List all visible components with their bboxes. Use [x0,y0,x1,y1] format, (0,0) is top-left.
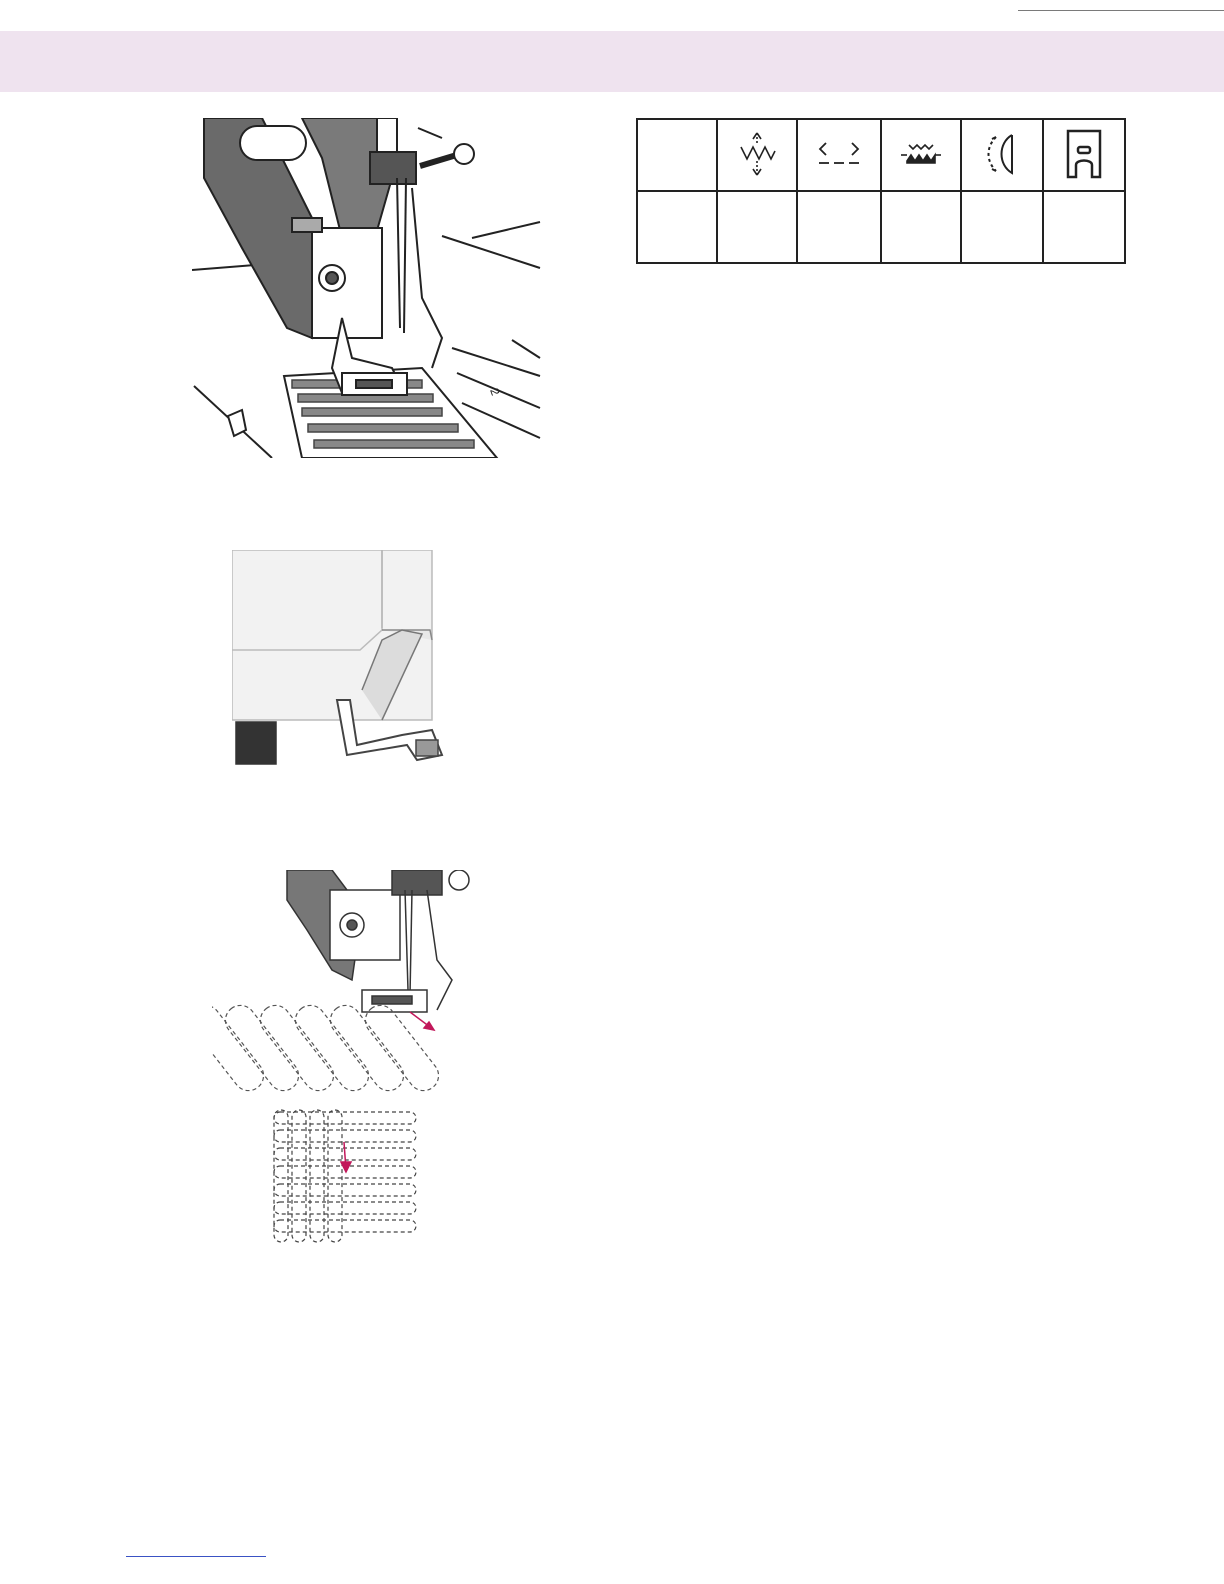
presser-foot-pressure-header-cell [961,119,1043,191]
stitch-width-icon [737,129,777,179]
label-value-cell [637,191,717,263]
thread-tension-icon [899,139,943,169]
stitch-width-value-cell [717,191,797,263]
presser-foot-illustration [192,118,542,458]
settings-value-row [637,191,1125,263]
top-rule [1018,10,1224,11]
stitch-settings-table [636,118,1126,264]
presser-foot-pressure-icon [982,129,1022,179]
thread-tension-header-cell [881,119,961,191]
header-band [0,31,1224,92]
quilting-illustration [212,870,472,1250]
presser-foot-pressure-value-cell [961,191,1043,263]
presser-foot-value-cell [1043,191,1125,263]
knee-lift-illustration [232,550,450,770]
stitch-length-value-cell [797,191,881,263]
footer-link-underline[interactable] [126,1556,266,1557]
label-header-cell [637,119,717,191]
stitch-length-header-cell [797,119,881,191]
settings-icon-row [637,119,1125,191]
thread-tension-value-cell [881,191,961,263]
stitch-width-header-cell [717,119,797,191]
presser-foot-header-cell [1043,119,1125,191]
presser-foot-icon [1064,127,1104,181]
svg-text:2: 2 [487,386,503,398]
stitch-length-icon [816,139,862,169]
